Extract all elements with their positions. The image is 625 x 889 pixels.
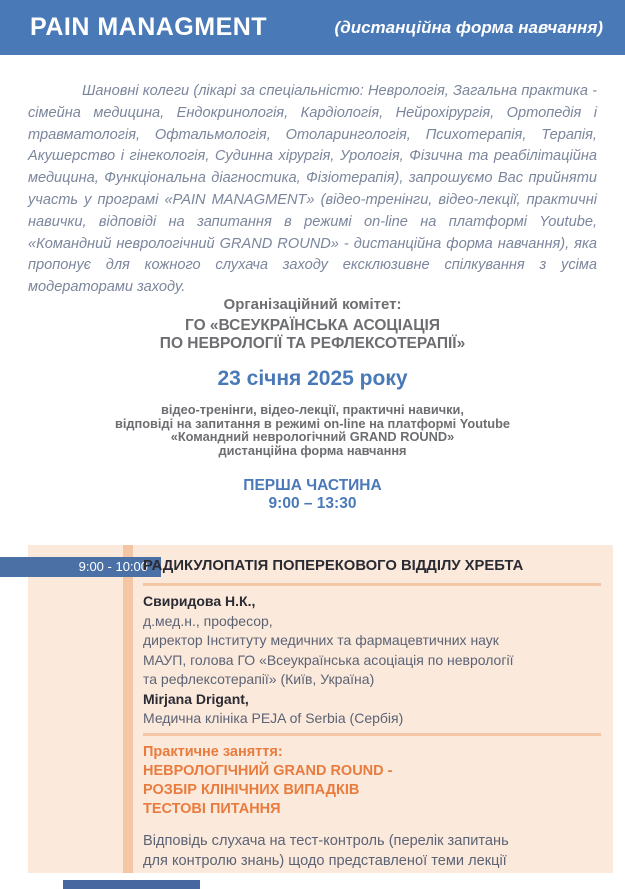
vertical-divider (123, 545, 133, 873)
part-title: ПЕРША ЧАСТИНА (243, 477, 382, 495)
practice-session-block (143, 743, 613, 820)
intro-paragraph: Шановні колеги (лікарі за спеціальністю: Неврологія, Загальна практика - сімейна медицина, Ендокринологія, Кардіологія, Нейрохірургія, Ортопедія і травматологія, Офтальмологія, Отоларингологія, Психотерапія, Терапія, Акушерство і гінекологія, Судинна хірургія, Урологія, Фізична та реабілітаційна медицина, Функціональна діагностика, Фізіотерапія), запрошуємо Вас прийняти участь у програмі «PAIN MANAGMENT» (відео-тренінги, відео-лекції, практичні навички, відповіді на запитання в режимі on-line на платформі Youtube, «Командний неврологічний GRAND ROUND» - дистанційна форма навчання), яка пропонує для кожного слухача заходу ексклюзивне спілкування з усіма модераторами заходу. (28, 83, 597, 296)
committee-section (0, 296, 625, 512)
next-session-time-bar-cutoff (63, 880, 200, 889)
speaker-detail: Медична клініка PEJA of Serbia (Сербія) (143, 710, 404, 726)
format-line: «Командний неврологічний GRAND ROUND» (170, 429, 455, 445)
speaker-detail: д.мед.н., професор, (143, 612, 273, 629)
horizontal-divider (143, 733, 601, 736)
horizontal-divider (143, 583, 601, 586)
header-banner (0, 0, 625, 55)
speakers-block (143, 592, 613, 729)
session-content (143, 545, 613, 871)
speaker-name: Свиридова Н.К., (143, 593, 256, 609)
part-time-range: 9:00 – 13:30 (268, 494, 357, 512)
format-line: дистанційна форма навчання (218, 442, 407, 458)
session-time-badge: 9:00 - 10:00 (0, 557, 161, 577)
organization-name (0, 317, 625, 353)
header-subtitle: (дистанційна форма навчання) (334, 17, 603, 37)
schedule-panel (28, 545, 613, 873)
page-title: PAIN MANAGMENT (30, 13, 268, 41)
note-line: Відповідь слухача на тест-контроль (перелік запитань (143, 832, 509, 849)
speaker-detail: та рефлексотерапії» (Київ, Україна) (143, 671, 375, 687)
committee-heading: Організаційний комітет: (223, 296, 402, 313)
event-date: 23 січня 2025 року (217, 367, 408, 390)
format-line: відео-тренінги, відео-лекції, практичні навички, (161, 402, 464, 417)
organization-name-line2: ПО НЕВРОЛОГІЇ ТА РЕФЛЕКСОТЕРАПІЇ» (159, 335, 466, 352)
speaker-name: Mirjana Drigant, (143, 690, 249, 707)
note-line: для контролю знань) щодо представленої теми лекції (143, 852, 507, 869)
speaker-detail: директор Інституту медичних та фармацевтичних наук (143, 632, 499, 648)
speaker-detail: МАУП, голова ГО «Всеукраїнська асоціація по неврології (143, 651, 514, 668)
organization-name-line1: ГО «ВСЕУКРАЇНСЬКА АСОЦІАЦІЯ (184, 317, 440, 334)
practice-line: НЕВРОЛОГІЧНИЙ GRAND ROUND - (143, 762, 393, 779)
practice-line: РОЗБІР КЛІНІЧНИХ ВИПАДКІВ (143, 782, 360, 799)
test-control-note (143, 831, 613, 871)
session-title: РАДИКУЛОПАТІЯ ПОПЕРЕКОВОГО ВІДДІЛУ ХРЕБТА (143, 558, 524, 574)
event-format-description (0, 403, 625, 457)
part-heading (0, 477, 625, 512)
format-line: відповіді на запитання в режимі on-line на платформі Youtube (114, 415, 511, 431)
practice-label: Практичне заняття: (143, 743, 283, 760)
practice-line: ТЕСТОВІ ПИТАННЯ (143, 801, 281, 818)
